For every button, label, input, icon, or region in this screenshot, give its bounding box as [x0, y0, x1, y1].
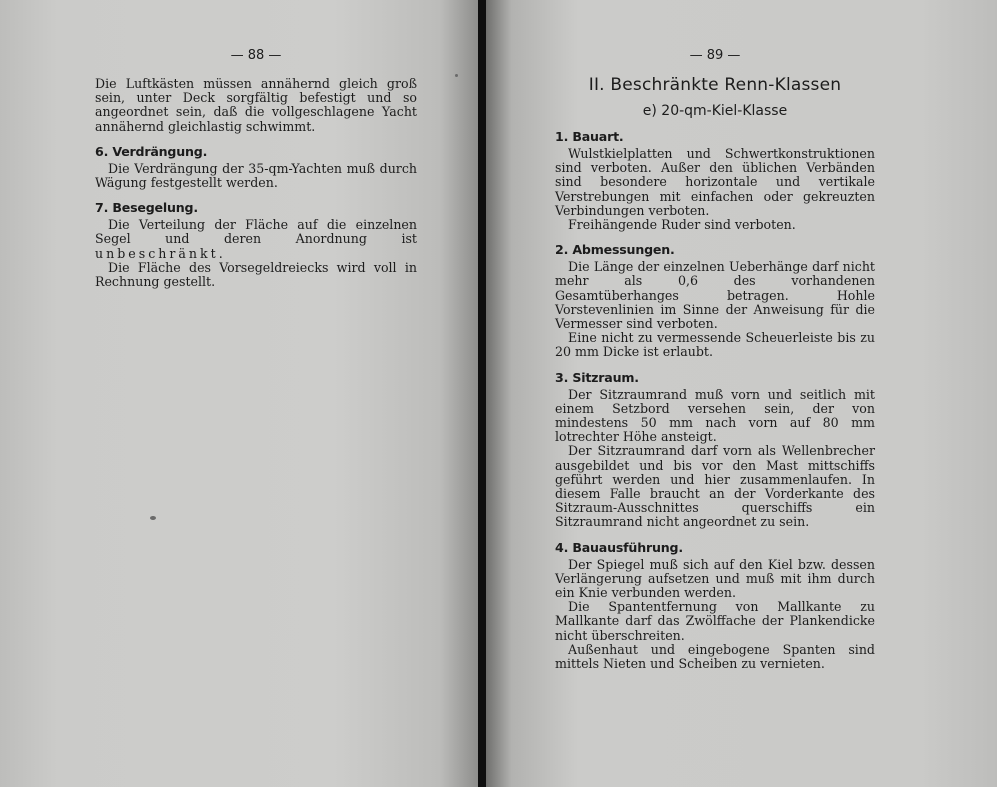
- class-title: e) 20-qm-Kiel-Klasse: [642, 103, 788, 119]
- paragraph-abmessungen-2: Eine nicht zu vermessende Scheuerleiste bis zu 20 mm Dicke ist erlaubt.: [555, 330, 875, 360]
- spaced-emphasis-unbeschraenkt: unbeschränkt.: [95, 245, 226, 261]
- right-page: [486, 0, 997, 787]
- paragraph-sitzraum-1: Der Sitzraumrand muß vorn und seitlich mit einem Setzbord versehen sein, der von mindestens 50 mm nach vorn auf 80 mm lotrechter Höhe ansteigt.: [555, 386, 875, 445]
- section-heading-besegelung: 7. Besegelung.: [95, 200, 198, 216]
- paper-speck: [150, 516, 156, 520]
- paragraph-verdraengung: Die Verdrängung der 35-qm-Yachten muß durch Wägung festgestellt werden.: [95, 160, 417, 191]
- section-heading-sitzraum: 3. Sitzraum.: [555, 369, 639, 385]
- section-heading-bauausfuehrung: 4. Bauausführung.: [555, 539, 683, 555]
- paragraph-besegelung-1: [95, 218, 417, 261]
- part-title: II. Beschränkte Renn-Klassen: [588, 75, 842, 95]
- book-gutter: [478, 0, 486, 787]
- left-page: [0, 0, 478, 787]
- paragraph-bauausfuehrung-1: Der Spiegel muß sich auf den Kiel bzw. dessen Verlängerung aufsetzen und muß mit ihm durch ein Knie verbunden werden.: [555, 556, 875, 601]
- page-number-left: — 88 —: [230, 48, 282, 63]
- section-heading-verdraengung: 6. Verdrängung.: [95, 143, 208, 159]
- section-heading-bauart: 1. Bauart.: [555, 129, 624, 144]
- paper-speck: [455, 74, 458, 77]
- section-heading-abmessungen: 2. Abmessungen.: [555, 242, 675, 258]
- paragraph-bauausfuehrung-2: Die Spantentfernung von Mallkante zu Mallkante darf das Zwölffache der Plankendicke nicht überschreiten.: [555, 599, 875, 643]
- paragraph-besegelung-1-text: Die Verteilung der Fläche auf die einzelnen Segel und deren Anordnung ist: [95, 217, 417, 247]
- paragraph-bauart-1: Wulstkielplatten und Schwertkonstruktionen sind verboten. Außer den üblichen Verbänden sind besondere horizontale und vertikale Verstrebungen mit einfachen oder gekreuzten Verbindungen verboten.: [555, 146, 875, 218]
- paragraph-besegelung-2: Die Fläche des Vorsegeldreiecks wird voll in Rechnung gestellt.: [95, 259, 417, 290]
- paragraph-bauart-2: Freihängende Ruder sind verboten.: [568, 217, 796, 233]
- paragraph-abmessungen-1: Die Länge der einzelnen Ueberhänge darf nicht mehr als 0,6 des vorhandenen Gesamtüberhanges betragen. Hohle Vorstevenlinien im Sinne der Anweisung für die Vermesser sind verboten.: [555, 259, 875, 332]
- left-page-text-column: [95, 48, 417, 289]
- paragraph-bauausfuehrung-3: Außenhaut und eingebogene Spanten sind mittels Nieten und Scheiben zu vernieten.: [555, 641, 875, 672]
- page-number-right: — 89 —: [689, 48, 741, 63]
- intro-paragraph: Die Luftkästen müssen annähernd gleich groß sein, unter Deck sorgfältig befestigt und so angeordnet sein, daß die vollgeschlagene Yacht annähernd gleichlastig schwimmt.: [95, 76, 417, 134]
- right-page-text-column: [555, 48, 875, 671]
- paragraph-sitzraum-2: Der Sitzraumrand darf vorn als Wellenbrecher ausgebildet und bis vor den Mast mittschiffs geführt werden und hier zusammenlaufen. In diesem Falle braucht an der Vorderkante des Sitzraum-Ausschnittes querschiffs ein Sitzraumrand nicht angeordnet zu sein.: [555, 443, 875, 530]
